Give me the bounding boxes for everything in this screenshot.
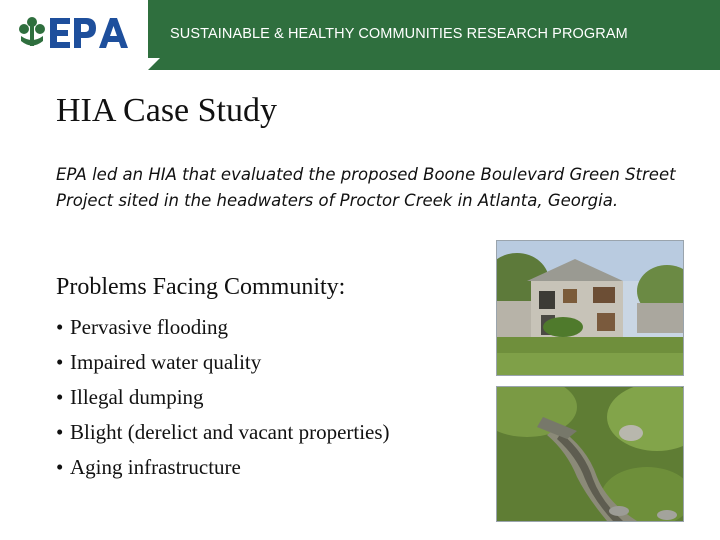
problems-list — [56, 310, 390, 485]
bullet: • — [56, 420, 64, 444]
list-item — [56, 310, 390, 345]
bullet: • — [56, 385, 64, 409]
list-item — [56, 345, 390, 380]
list-item-text: Illegal dumping — [70, 385, 204, 409]
bullet: • — [56, 315, 64, 339]
header-bar — [0, 0, 720, 70]
list-item — [56, 415, 390, 450]
bullet: • — [56, 455, 64, 479]
list-item-text: Impaired water quality — [70, 350, 262, 374]
intro-paragraph: EPA led an HIA that evaluated the proposed Boone Boulevard Green Street Project sited in the headwaters of Proctor Creek in Atlanta, Georgia. — [56, 165, 676, 210]
list-item-text: Aging infrastructure — [70, 455, 241, 479]
page-title: HIA Case Study — [56, 92, 277, 129]
polluted-creek-photo — [496, 386, 684, 522]
header-notch — [136, 58, 160, 70]
epa-flower-icon — [18, 14, 130, 54]
problems-heading: Problems Facing Community: — [56, 274, 346, 300]
program-title: SUSTAINABLE & HEALTHY COMMUNITIES RESEARCH PROGRAM — [170, 26, 628, 42]
list-item-text: Blight (derelict and vacant properties) — [70, 420, 390, 444]
bullet: • — [56, 350, 64, 374]
list-item — [56, 450, 390, 485]
epa-logo[interactable] — [0, 0, 148, 70]
derelict-house-photo — [496, 240, 684, 376]
list-item-text: Pervasive flooding — [70, 315, 229, 339]
list-item — [56, 380, 390, 415]
